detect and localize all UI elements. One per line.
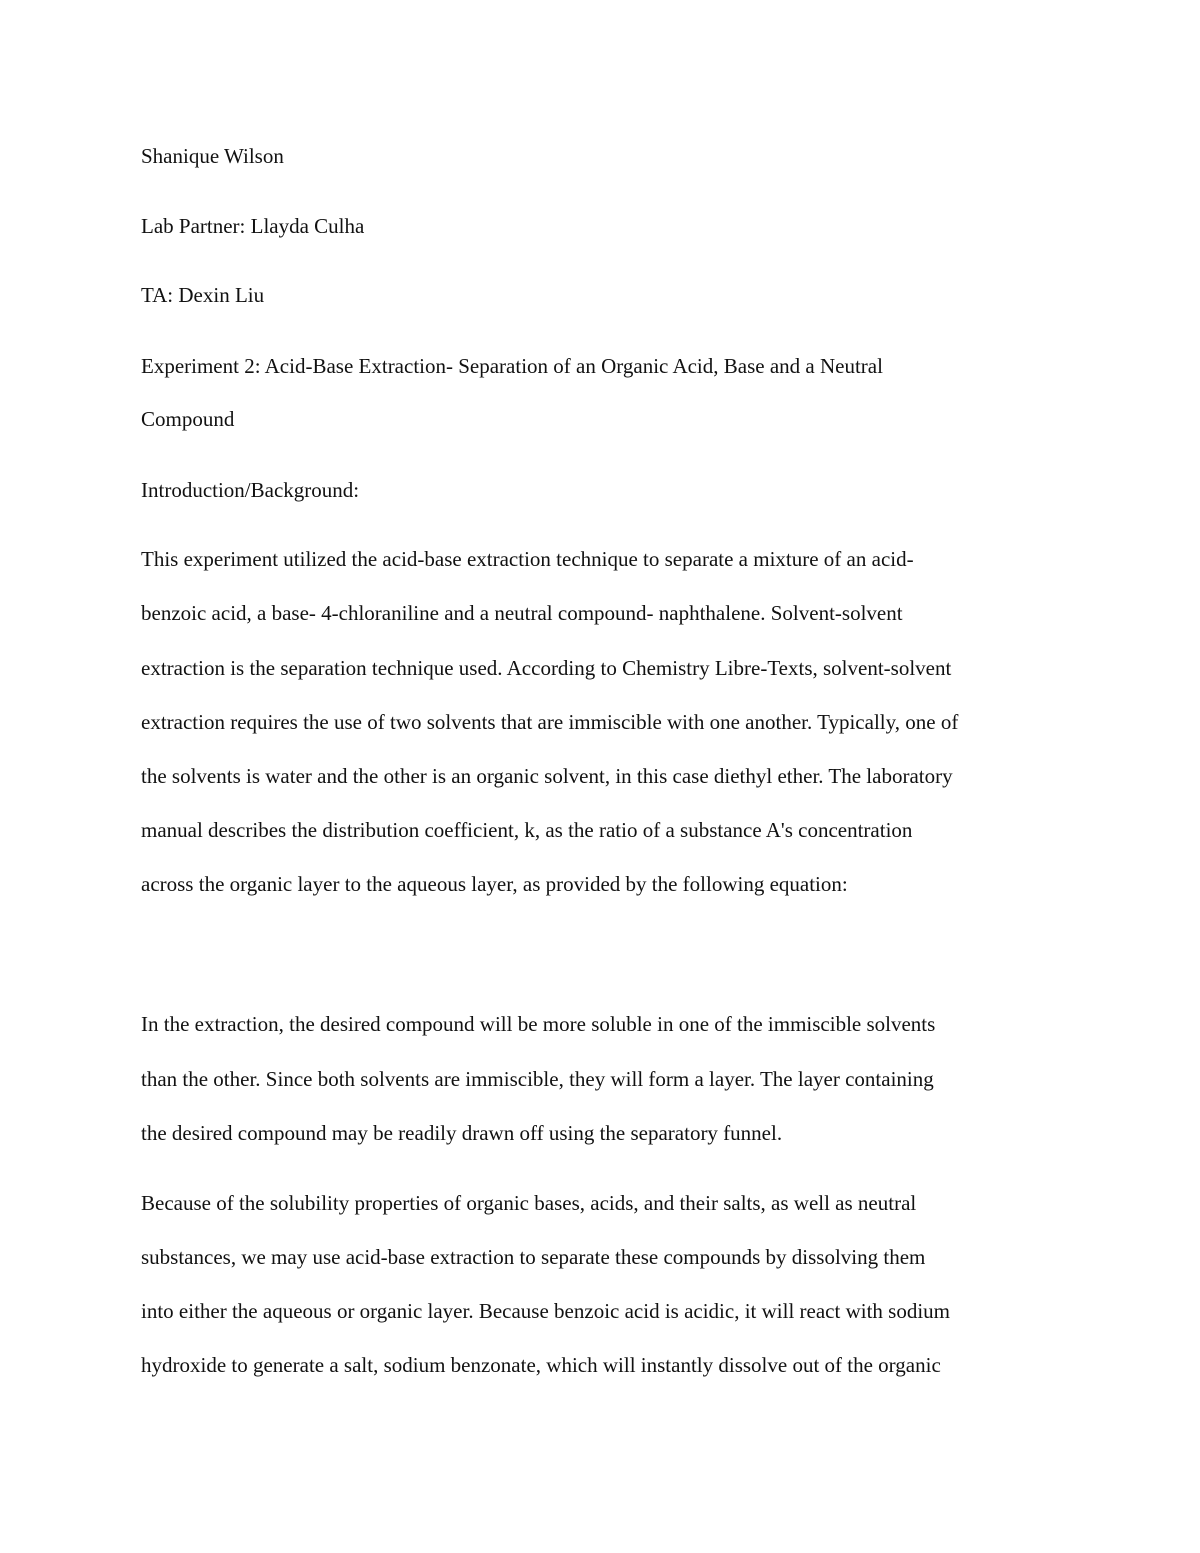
paragraph-1-line: across the organic layer to the aqueous layer, as provided by the following equation: bbox=[141, 872, 848, 896]
paragraph-2-line: the desired compound may be readily drawn off using the separatory funnel. bbox=[141, 1121, 783, 1145]
paragraph-1-line: extraction requires the use of two solvents that are immiscible with one another. Typically, one of bbox=[141, 710, 959, 734]
paragraph-2-line: than the other. Since both solvents are immiscible, they will form a layer. The layer containing bbox=[141, 1067, 934, 1091]
paragraph-1-line: benzoic acid, a base- 4-chloraniline and a neutral compound- naphthalene. Solvent-solvent bbox=[141, 601, 903, 625]
paragraph-1-line: the solvents is water and the other is an organic solvent, in this case diethyl ether. The laboratory bbox=[141, 764, 953, 788]
teaching-assistant: TA: Dexin Liu bbox=[141, 283, 265, 307]
paragraph-3-line: into either the aqueous or organic layer. Because benzoic acid is acidic, it will react with sodium bbox=[141, 1299, 951, 1323]
experiment-title-line-2: Compound bbox=[141, 407, 235, 431]
paragraph-3-line: substances, we may use acid-base extraction to separate these compounds by dissolving them bbox=[141, 1245, 926, 1269]
paragraph-2-line: In the extraction, the desired compound will be more soluble in one of the immiscible solvents bbox=[141, 1012, 936, 1036]
paragraph-1-line: manual describes the distribution coefficient, k, as the ratio of a substance A's concentration bbox=[141, 818, 913, 842]
experiment-title-line-1: Experiment 2: Acid-Base Extraction- Separation of an Organic Acid, Base and a Neutral bbox=[141, 354, 883, 378]
paragraph-3-line: hydroxide to generate a salt, sodium benzonate, which will instantly dissolve out of the organic bbox=[141, 1353, 941, 1377]
paragraph-1-line: This experiment utilized the acid-base extraction technique to separate a mixture of an acid- bbox=[141, 547, 914, 571]
student-name: Shanique Wilson bbox=[141, 144, 284, 168]
paragraph-1-line: extraction is the separation technique used. According to Chemistry Libre-Texts, solvent-solvent bbox=[141, 656, 952, 680]
paragraph-3-line: Because of the solubility properties of organic bases, acids, and their salts, as well as neutral bbox=[141, 1191, 917, 1215]
section-heading: Introduction/Background: bbox=[141, 478, 360, 502]
lab-partner: Lab Partner: Llayda Culha bbox=[141, 214, 365, 238]
